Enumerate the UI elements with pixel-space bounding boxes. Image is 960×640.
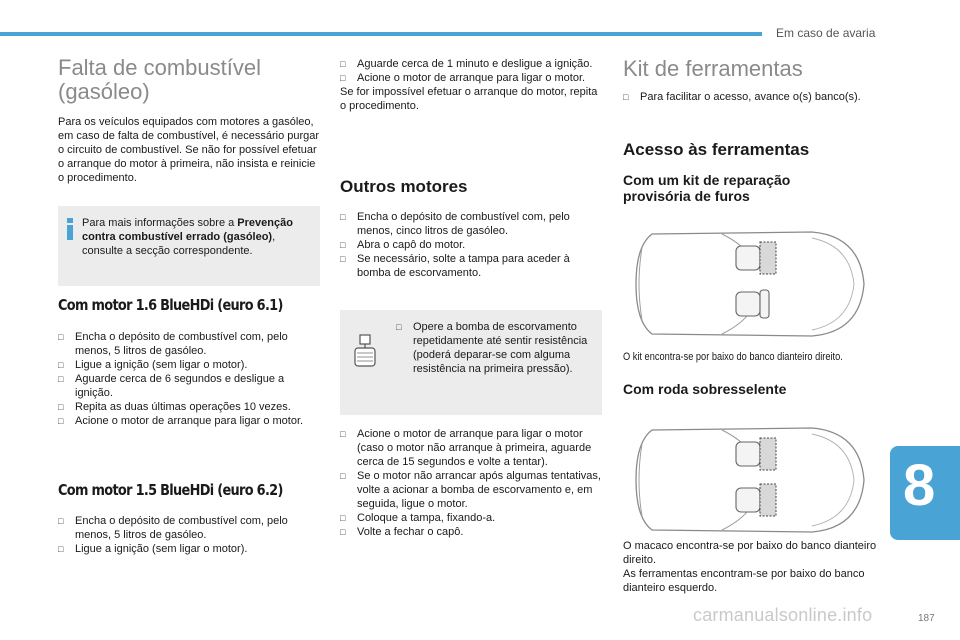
heading-1-6-bluehdi: Com motor 1.6 BlueHDi (euro 6.1) [58,296,283,314]
car-diagram-repair-kit [632,226,868,342]
list-item: □ Acione o motor de arranque para ligar o motor. [58,414,320,428]
intro-paragraph: Para os veículos equipados com motores a gasóleo, em caso de falta de combustível, é necessário purgar o circuito de combustível. Se não for possível efetuar o arranque do motor à primeira, não insista e reinicie o procedimento. [58,116,320,184]
heading-acesso-ferramentas: Acesso às ferramentas [623,140,810,159]
access-steps [623,90,885,104]
priming-pump-box [340,310,602,415]
list-item: □ Ligue a ignição (sem ligar o motor). [58,358,320,372]
title-line-2: (gasóleo) [58,79,150,104]
page-number: 187 [918,613,935,624]
list-item: □ Aguarde cerca de 1 minuto e desligue a ignição. [340,57,602,71]
list-item: □ Aguarde cerca de 6 segundos e desligue a ignição. [58,372,320,400]
heading-kit-reparacao [623,172,885,204]
list-item: □ Acione o motor de arranque para ligar o motor. [340,71,602,85]
list-item: □ Abra o capô do motor. [340,238,602,252]
list-item: □ Se necessário, solte a tampa para aceder à bomba de escorvamento. [340,252,602,280]
steps-1-6 [58,330,320,428]
tools-location-marker [760,484,776,516]
seat-front-left [736,290,769,318]
heading-kit-ferramentas: Kit de ferramentas [623,56,803,81]
heading-kit-line-2: provisória de furos [623,188,750,204]
caption-roda-line-2: As ferramentas encontram-se por baixo do banco dianteiro esquerdo. [623,568,865,594]
chapter-number: 8 [903,453,936,518]
list-item: □ Para facilitar o acesso, avance o(s) banco(s). [623,90,885,104]
title-line-1: Falta de combustível [58,55,261,80]
list-item: □ Coloque a tampa, fixando-a. [340,511,602,525]
list-item: □ Ligue a ignição (sem ligar o motor). [58,542,320,556]
heading-outros-motores: Outros motores [340,177,468,196]
list-item: □ Repita as duas últimas operações 10 vezes. [58,400,320,414]
section-header: Em caso de avaria [776,26,876,40]
caption-roda [623,539,885,595]
priming-pump-icon [352,334,378,368]
heading-1-5-bluehdi: Com motor 1.5 BlueHDi (euro 6.2) [58,481,283,499]
list-item: □ Encha o depósito de combustível com, pelo menos, cinco litros de gasóleo. [340,210,602,238]
steps-top [340,57,602,113]
steps-bottom [340,427,602,539]
list-item: □ Acione o motor de arranque para ligar o motor (caso o motor não arranque à primeira, aguarde cerca de 15 segundos e volte a tentar). [340,427,602,469]
caption-roda-line-1: O macaco encontra-se por baixo do banco dianteiro direito. [623,540,877,566]
page-title [58,56,320,104]
heading-roda-sobresselente: Com roda sobresselente [623,381,787,397]
steps-outros [340,210,602,280]
repair-kit-location-marker [760,242,776,274]
impossible-paragraph: Se for impossível efetuar o arranque do motor, repita o procedimento. [340,86,598,112]
info-text: Para mais informações sobre a Prevenção contra combustível errado (gasóleo), consulte a secção correspondente. [82,217,293,257]
pump-step: □ Opere a bomba de escorvamento repetidamente até sentir resistência (poderá deparar-se com alguma resistência na primeira pressão). [396,320,592,376]
steps-1-5 [58,514,320,556]
header-accent-bar [0,32,762,36]
info-icon [66,218,74,240]
info-box [58,206,320,286]
list-item: □ Encha o depósito de combustível com, pelo menos, 5 litros de gasóleo. [58,330,320,358]
list-item: □ Volte a fechar o capô. [340,525,602,539]
list-item: □ Se o motor não arrancar após algumas tentativas, volte a acionar a bomba de escorvamento e, em seguida, ligue o motor. [340,469,602,511]
watermark: carmanualsonline.info [693,605,873,625]
heading-kit-line-1: Com um kit de reparação [623,172,791,188]
car-diagram-spare-wheel [632,422,868,538]
caption-kit: O kit encontra-se por baixo do banco dianteiro direito. [623,351,843,363]
jack-location-marker [760,438,776,470]
list-item: □ Encha o depósito de combustível com, pelo menos, 5 litros de gasóleo. [58,514,320,542]
